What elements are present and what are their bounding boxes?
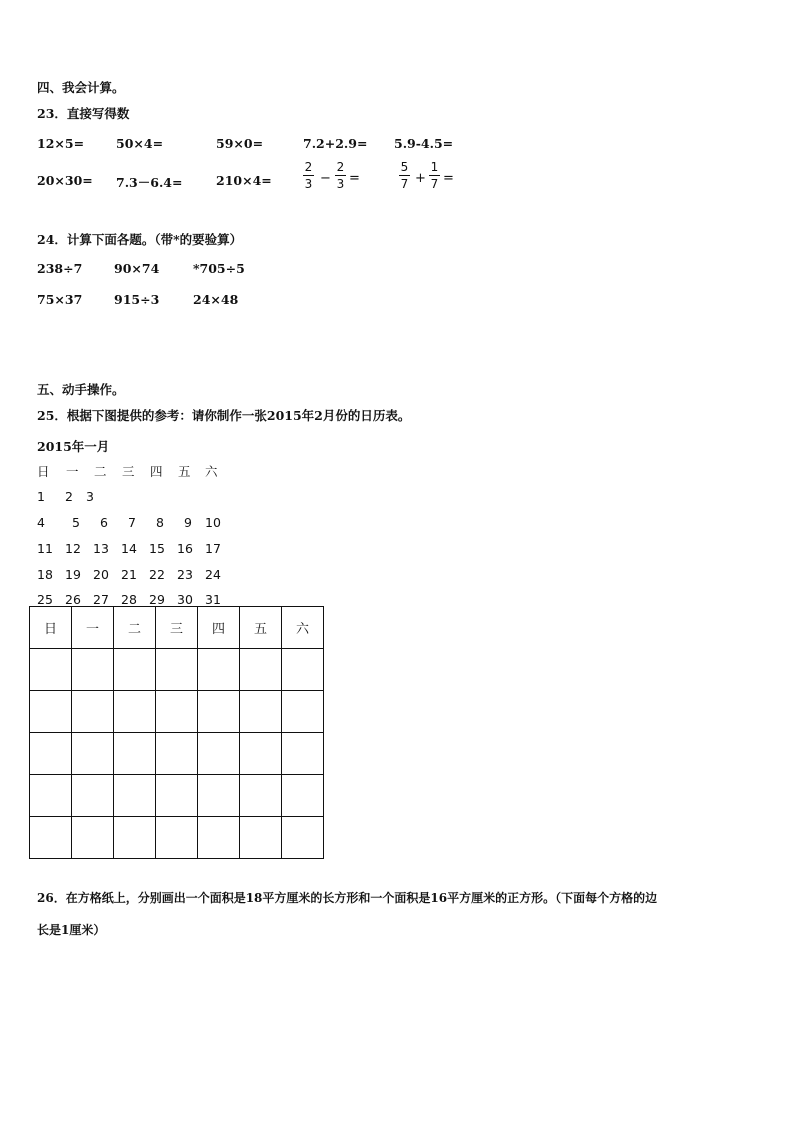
grid-row <box>30 775 324 817</box>
calendar-day: 20 <box>93 567 109 582</box>
calc-item: *705÷5 <box>193 261 245 276</box>
calendar-day: 9 <box>184 515 192 530</box>
fraction <box>399 160 410 191</box>
calendar-day: 28 <box>121 592 137 607</box>
denominator: 7 <box>400 177 409 191</box>
weekday-label: 四 <box>150 464 163 479</box>
calendar-day: 7 <box>128 515 136 530</box>
question-26-text-line1: 26．在方格纸上，分别画出一个面积是18平方厘米的长方形和一个面积是16平方厘米的正方形。（下面每个方格的边 <box>37 891 658 905</box>
equals-sign: = <box>349 171 360 186</box>
calendar-day: 12 <box>65 541 81 556</box>
numerator: 2 <box>304 160 313 174</box>
grid-cell[interactable] <box>114 775 156 817</box>
grid-cell[interactable] <box>156 775 198 817</box>
calendar-day: 26 <box>65 592 81 607</box>
fraction <box>335 160 346 191</box>
calc-item: 50×4= <box>116 136 164 151</box>
grid-cell[interactable] <box>72 733 114 775</box>
calendar-day: 31 <box>205 592 221 607</box>
grid-row <box>30 691 324 733</box>
weekday-label: 五 <box>178 464 191 479</box>
minus-operator: − <box>320 171 331 186</box>
calendar-title: 2015年一月 <box>37 439 110 454</box>
blank-calendar-grid <box>29 606 324 859</box>
weekday-label: 日 <box>37 464 50 479</box>
grid-cell[interactable] <box>240 691 282 733</box>
fraction <box>303 160 314 191</box>
numerator: 2 <box>336 160 345 174</box>
grid-cell[interactable] <box>198 817 240 859</box>
grid-header-cell: 二 <box>114 607 156 649</box>
grid-cell[interactable] <box>114 691 156 733</box>
grid-cell[interactable] <box>198 649 240 691</box>
calendar-day: 27 <box>93 592 109 607</box>
calendar-day: 21 <box>121 567 137 582</box>
grid-header-cell: 一 <box>72 607 114 649</box>
grid-cell[interactable] <box>30 649 72 691</box>
section-4-title: 四、我会计算。 <box>37 80 125 95</box>
grid-cell[interactable] <box>240 649 282 691</box>
calc-item: 20×30= <box>37 173 93 188</box>
calendar-day: 1 <box>37 489 45 504</box>
calendar-day: 16 <box>177 541 193 556</box>
question-26-text-line2: 长是1厘米） <box>37 923 106 937</box>
calendar-day: 18 <box>37 567 53 582</box>
equals-sign: = <box>443 171 454 186</box>
grid-cell[interactable] <box>30 691 72 733</box>
grid-cell[interactable] <box>72 691 114 733</box>
weekday-label: 二 <box>94 464 107 479</box>
grid-header-cell: 日 <box>30 607 72 649</box>
calendar-day: 5 <box>72 515 80 530</box>
question-23-title: 23．直接写得数 <box>37 106 130 121</box>
calc-item: 238÷7 <box>37 261 83 276</box>
calc-item: 7.2+2.9= <box>303 136 368 151</box>
denominator: 3 <box>336 177 345 191</box>
calendar-day: 24 <box>205 567 221 582</box>
section-5-title: 五、动手操作。 <box>37 382 125 397</box>
grid-cell[interactable] <box>240 817 282 859</box>
calendar-day: 8 <box>156 515 164 530</box>
plus-operator: + <box>415 171 426 186</box>
grid-cell[interactable] <box>240 775 282 817</box>
grid-cell[interactable] <box>114 649 156 691</box>
grid-row <box>30 649 324 691</box>
grid-header-cell: 五 <box>240 607 282 649</box>
grid-row <box>30 733 324 775</box>
grid-cell[interactable] <box>156 649 198 691</box>
grid-cell[interactable] <box>114 817 156 859</box>
grid-cell[interactable] <box>240 733 282 775</box>
grid-header-row <box>30 607 324 649</box>
grid-header-cell: 三 <box>156 607 198 649</box>
numerator: 1 <box>430 160 439 174</box>
calc-item: 210×4= <box>216 173 272 188</box>
calendar-day: 14 <box>121 541 137 556</box>
grid-header-cell: 四 <box>198 607 240 649</box>
calendar-day: 15 <box>149 541 165 556</box>
denominator: 7 <box>430 177 439 191</box>
grid-cell[interactable] <box>114 733 156 775</box>
calendar-day: 6 <box>100 515 108 530</box>
calendar-day: 11 <box>37 541 53 556</box>
grid-cell[interactable] <box>198 691 240 733</box>
question-24-title: 24．计算下面各题。（带*的要验算） <box>37 232 243 247</box>
calendar-day: 13 <box>93 541 109 556</box>
denominator: 3 <box>304 177 313 191</box>
calc-item: 59×0= <box>216 136 264 151</box>
grid-cell[interactable] <box>198 775 240 817</box>
calc-item: 75×37 <box>37 292 83 307</box>
calendar-day: 22 <box>149 567 165 582</box>
question-25-title: 25．根据下图提供的参考：请你制作一张2015年2月份的日历表。 <box>37 408 411 423</box>
calc-item: 915÷3 <box>114 292 160 307</box>
grid-cell[interactable] <box>156 817 198 859</box>
grid-cell[interactable] <box>282 733 324 775</box>
calc-item: 7.3－6.4= <box>116 175 183 190</box>
calendar-day: 2 <box>65 489 73 504</box>
grid-cell[interactable] <box>156 733 198 775</box>
grid-cell[interactable] <box>282 649 324 691</box>
grid-cell[interactable] <box>30 733 72 775</box>
grid-cell[interactable] <box>72 775 114 817</box>
grid-cell[interactable] <box>30 817 72 859</box>
grid-cell[interactable] <box>198 733 240 775</box>
calc-item: 24×48 <box>193 292 239 307</box>
calendar-day: 30 <box>177 592 193 607</box>
calendar-day: 23 <box>177 567 193 582</box>
grid-row <box>30 817 324 859</box>
grid-cell[interactable] <box>156 691 198 733</box>
grid-cell[interactable] <box>72 817 114 859</box>
weekday-label: 六 <box>205 464 218 479</box>
grid-cell[interactable] <box>282 691 324 733</box>
calc-item: 5.9-4.5= <box>394 136 454 151</box>
grid-cell[interactable] <box>282 817 324 859</box>
calendar-day: 17 <box>205 541 221 556</box>
calendar-day: 4 <box>37 515 45 530</box>
numerator: 5 <box>400 160 409 174</box>
calendar-day: 25 <box>37 592 53 607</box>
calc-item: 12×5= <box>37 136 85 151</box>
calendar-day: 3 <box>86 489 94 504</box>
grid-cell[interactable] <box>30 775 72 817</box>
grid-header-cell: 六 <box>282 607 324 649</box>
calendar-day: 10 <box>205 515 221 530</box>
calendar-day: 29 <box>149 592 165 607</box>
grid-cell[interactable] <box>72 649 114 691</box>
weekday-label: 一 <box>66 464 79 479</box>
calendar-day: 19 <box>65 567 81 582</box>
weekday-label: 三 <box>122 464 135 479</box>
calc-item: 90×74 <box>114 261 160 276</box>
grid-cell[interactable] <box>282 775 324 817</box>
fraction <box>429 160 440 191</box>
